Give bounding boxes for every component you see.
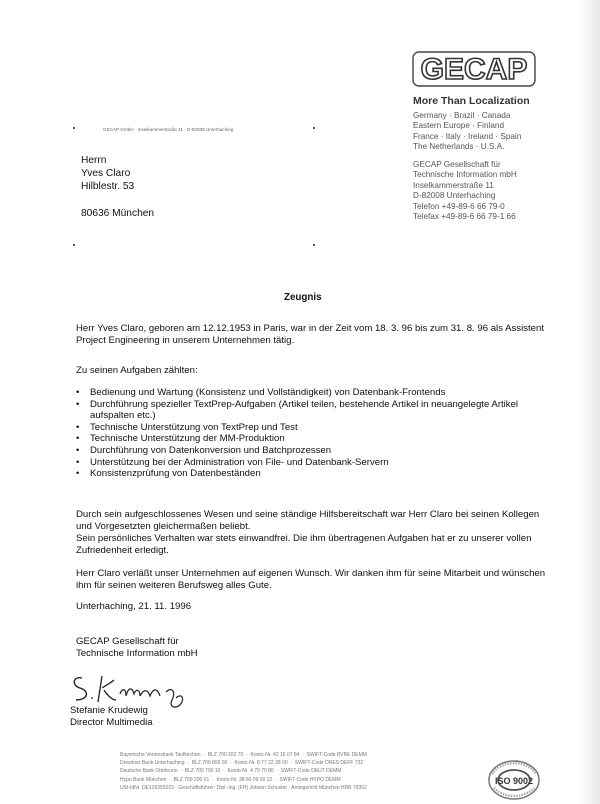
recipient-address — [81, 155, 134, 193]
list-item: • Durchführung spezieller TextPrep-Aufgaben (Artikel teilen, bestehende Artikel in neuangelegte Artikel aufspalten etc.) — [76, 399, 546, 422]
signer-block — [70, 705, 153, 729]
assessment-paragraph: Durch sein aufgeschlossenes Wesen und seine ständige Hilfsbereitschaft war Herr Claro bei seinen Kollegen und Vorgesetzten gleichermaßen beliebt. — [76, 509, 540, 533]
address-line: Yves Claro — [81, 167, 131, 179]
country-line: Eastern Europe · Finland — [413, 121, 505, 131]
country-line: Germany · Brazil · Canada — [413, 111, 511, 120]
company-line: Inselkammerstraße 11 — [413, 180, 494, 190]
company-line: D-82008 Unterhaching — [413, 191, 496, 201]
company-contact-block — [413, 160, 517, 222]
place-date: Unterhaching, 21. 11. 1996 — [76, 601, 192, 612]
bank-line: Bayerische Vereinsbank Taufkirchen · BLZ 700 202 70 · Konto-Nr. 42 16 07 84 · SWIFT-Code BVBE DEMM — [120, 752, 367, 758]
svg-text:ISO 9002: ISO 9002 — [494, 776, 534, 786]
svg-text:GECAP: GECAP — [420, 53, 528, 86]
fold-mark — [313, 244, 315, 246]
bank-line: Dresdner Bank Unterhaching · BLZ 700 800 00 · Konto-Nr. 8 77 22 28 00 · SWIFT-Code DRES DEFF 732 — [120, 760, 364, 767]
closing-paragraph: Herr Claro verläßt unser Unternehmen auf eigenen Wunsch. Wir danken ihm für seine Mitarbeit und wünschen ihm für seinen weiteren Berufsweg alles Gute. — [76, 568, 546, 592]
list-item: • Durchführung von Datenkonversion und Batchprozessen — [76, 445, 546, 457]
document-title: Zeugnis — [284, 292, 322, 303]
assessment-paragraph: Sein persönliches Verhalten war stets einwandfrei. Die ihm übertragenen Aufgaben hat er zu unserer vollen Zufriedenheit erledigt. — [76, 533, 532, 557]
fold-mark — [73, 244, 75, 246]
sender-return-line: GECAP GmbH · Inselkammerstraße 11 · D-82008 Unterhaching — [103, 127, 234, 132]
bank-line: Deutsche Bank Ottobrunn · BLZ 700 700 10 · Konto-Nr. 4 79 70 80 · SWIFT-Code DEUT DEMM — [120, 768, 342, 775]
recipient-city: 80636 München — [81, 208, 155, 219]
signoff-line: Technische Information mbH — [76, 648, 198, 660]
company-line: Telefax +49-89-6 66 79-1 66 — [413, 212, 516, 222]
list-item: • Technische Unterstützung der MM-Produktion — [76, 433, 546, 445]
list-item: • Unterstützung bei der Administration von File- und Datenbank-Servern — [76, 457, 546, 469]
list-item: • Konsistenzprüfung von Datenbeständen — [76, 468, 546, 480]
iso-certification-seal — [486, 756, 542, 802]
fold-mark — [73, 127, 75, 129]
country-list — [413, 111, 521, 153]
country-line: The Netherlands · U.S.A. — [413, 142, 505, 152]
list-item: • Bedienung und Wartung (Konsistenz und Vollständigkeit) von Datenbank-Frontends — [76, 387, 546, 399]
signer-role: Director Multimedia — [70, 717, 153, 728]
company-tagline: More Than Localization — [413, 95, 530, 107]
fold-mark — [313, 127, 315, 129]
bank-line: USt-IdNr. DE129355023 · Geschäftsführer: Dipl.-Ing. (FH) Johann Schuster · Amtsgericht München HRB 79352 — [120, 784, 367, 791]
company-line: Technische Information mbH — [413, 170, 517, 180]
signer-name: Stefanie Krudewig — [70, 705, 148, 716]
country-line: France · Italy · Ireland · Spain — [413, 131, 522, 141]
signoff-line: GECAP Gesellschaft für — [76, 636, 179, 647]
page-edge-shadow — [578, 0, 600, 804]
address-line: Herrn — [81, 155, 107, 166]
intro-paragraph: Herr Yves Claro, geboren am 12.12.1953 in Paris, war in der Zeit vom 18. 3. 96 bis zum 31. 8. 96 als Assistent Project Engineering in unserem Unternehmen tätig. — [76, 323, 545, 347]
list-item: • Technische Unterstützung von TextPrep und Test — [76, 422, 546, 434]
gecap-logo — [412, 49, 536, 89]
address-line: Hilblestr. 53 — [81, 180, 135, 192]
bank-line: Hypo Bank München · BLZ 700 200 01 · Konto-Nr. 38 60 09 00 22 · SWIFT-Code HYPO DEMM — [120, 776, 341, 783]
bank-details — [120, 751, 367, 792]
company-line: Telefon +49-89-6 66 79-0 — [413, 201, 505, 211]
company-signoff — [76, 636, 546, 661]
tasks-heading: Zu seinen Aufgaben zählten: — [76, 365, 198, 376]
task-list — [76, 387, 546, 480]
company-line: GECAP Gesellschaft für — [413, 160, 501, 169]
